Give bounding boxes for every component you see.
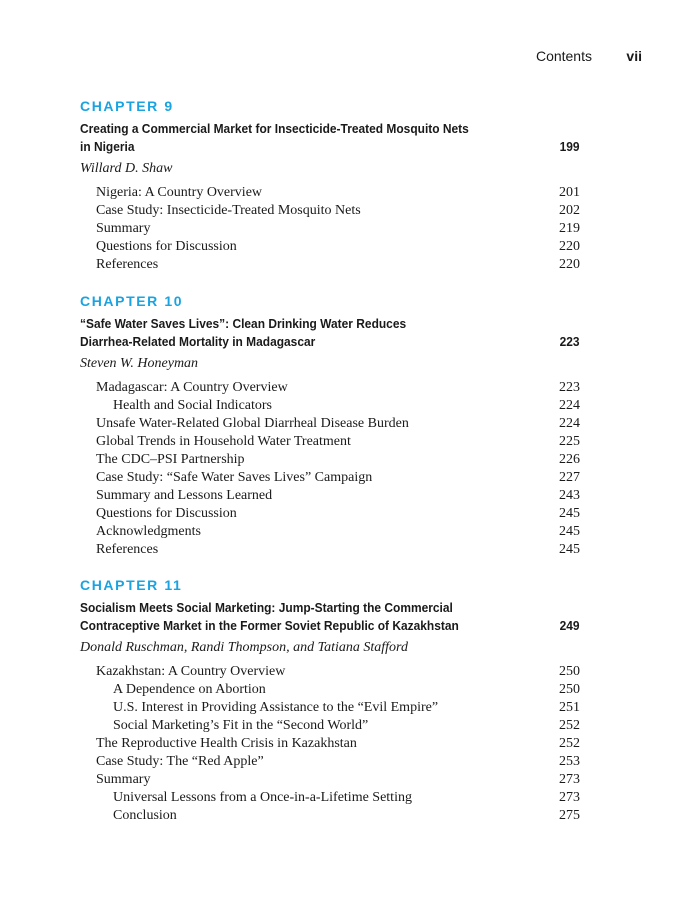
chapter-contents-list <box>80 663 580 825</box>
toc-entry[interactable] <box>80 379 580 397</box>
chapter-label: CHAPTER 9 <box>80 98 174 114</box>
toc-entry-page: 226 <box>559 452 580 467</box>
toc-entry-title: References <box>96 542 159 557</box>
toc-entry-page: 245 <box>559 506 580 521</box>
chapter-contents-list <box>80 184 580 274</box>
toc-entry-title: Questions for Discussion <box>96 506 237 521</box>
toc-entry-title: Questions for Discussion <box>96 239 237 254</box>
toc-entry-title: Universal Lessons from a Once-in-a-Lifetime Setting <box>113 790 412 805</box>
chapter-contents-list <box>80 379 580 559</box>
toc-entry-page: 220 <box>559 239 580 254</box>
toc-entry-title: Nigeria: A Country Overview <box>96 185 263 200</box>
chapter-title[interactable] <box>80 315 580 351</box>
chapter-9 <box>80 97 580 274</box>
chapter-title-line: “Safe Water Saves Lives”: Clean Drinking Water Reduces <box>80 316 407 331</box>
toc-entry[interactable] <box>80 505 580 523</box>
toc-entry[interactable] <box>80 753 580 771</box>
toc-entry[interactable] <box>80 220 580 238</box>
toc-subentry[interactable] <box>80 397 580 415</box>
toc-entry-page: 220 <box>559 257 580 272</box>
chapter-title-line: Contraceptive Market in the Former Soviet Republic of Kazakhstan <box>80 618 459 633</box>
chapter-title[interactable] <box>80 120 580 156</box>
chapter-title-line: Socialism Meets Social Marketing: Jump-Starting the Commercial <box>80 600 453 615</box>
toc-entry-page: 245 <box>559 524 580 539</box>
toc-entry-title: The Reproductive Health Crisis in Kazakhstan <box>96 736 357 751</box>
toc-subentry[interactable] <box>80 717 580 735</box>
toc-entry-page: 202 <box>559 203 580 218</box>
toc-entry[interactable] <box>80 256 580 274</box>
toc-entry[interactable] <box>80 238 580 256</box>
toc-entry-title: A Dependence on Abortion <box>113 682 266 697</box>
toc-entry-page: 253 <box>559 754 580 769</box>
toc-entry-title: Madagascar: A Country Overview <box>96 380 288 395</box>
running-head-title: Contents <box>535 48 592 64</box>
toc-entry-title: Health and Social Indicators <box>113 398 273 413</box>
toc-entry-page: 245 <box>559 542 580 557</box>
toc-entry-page: 250 <box>559 664 580 679</box>
chapter-10 <box>80 292 580 559</box>
toc-entry-title: Global Trends in Household Water Treatment <box>96 434 351 449</box>
toc-entry-title: Conclusion <box>113 808 177 823</box>
toc-entry-title: References <box>96 257 159 272</box>
toc-entry-title: Unsafe Water-Related Global Diarrheal Disease Burden <box>96 416 409 431</box>
chapter-title-line: Creating a Commercial Market for Insecticide-Treated Mosquito Nets <box>80 121 469 136</box>
toc-entry-page: 224 <box>559 416 580 431</box>
toc-entry[interactable] <box>80 771 580 789</box>
toc-entry[interactable] <box>80 663 580 681</box>
toc-entry-title: Social Marketing’s Fit in the “Second World” <box>113 718 369 733</box>
toc-entry-page: 243 <box>559 488 580 503</box>
chapter-11 <box>80 576 580 825</box>
toc-entry[interactable] <box>80 541 580 559</box>
toc-entry-page: 252 <box>559 718 580 733</box>
chapter-page-number: 199 <box>559 139 580 154</box>
chapter-page-number: 223 <box>559 334 580 349</box>
toc-entry[interactable] <box>80 451 580 469</box>
toc-entry-title: Case Study: The “Red Apple” <box>96 754 264 769</box>
toc-subentry[interactable] <box>80 681 580 699</box>
toc-entry-title: Summary <box>96 772 151 787</box>
chapter-author: Willard D. Shaw <box>80 161 173 176</box>
toc-entry-page: 201 <box>559 185 580 200</box>
chapter-author: Steven W. Honeyman <box>80 356 199 371</box>
toc-entry-title: Summary <box>96 221 151 236</box>
toc-entry-title: Case Study: Insecticide-Treated Mosquito Nets <box>96 203 361 218</box>
toc-entry-page: 227 <box>559 470 580 485</box>
toc-entry[interactable] <box>80 523 580 541</box>
toc-entry[interactable] <box>80 487 580 505</box>
toc-entry-title: Case Study: “Safe Water Saves Lives” Campaign <box>96 470 373 485</box>
toc-entry-title: The CDC–PSI Partnership <box>96 452 245 467</box>
toc-subentry[interactable] <box>80 699 580 717</box>
toc-entry-title: Acknowledgments <box>96 524 201 539</box>
chapter-author: Donald Ruschman, Randi Thompson, and Tatiana Stafford <box>80 640 408 655</box>
toc-subentry[interactable] <box>80 807 580 825</box>
toc-entry-page: 225 <box>559 434 580 449</box>
toc-entry-page: 219 <box>559 221 580 236</box>
toc-entry-page: 223 <box>559 380 580 395</box>
toc-entry-page: 275 <box>559 808 580 823</box>
chapter-label: CHAPTER 11 <box>80 577 183 593</box>
chapter-title-line: in Nigeria <box>80 139 135 154</box>
toc-entry-title: U.S. Interest in Providing Assistance to the “Evil Empire” <box>113 700 439 715</box>
toc-entry[interactable] <box>80 469 580 487</box>
toc-entry-title: Summary and Lessons Learned <box>96 488 273 503</box>
toc-subentry[interactable] <box>80 789 580 807</box>
toc-entry[interactable] <box>80 202 580 220</box>
running-head <box>0 48 699 66</box>
chapter-page-number: 249 <box>559 618 580 633</box>
toc-entry-page: 250 <box>559 682 580 697</box>
toc-entry-title: Kazakhstan: A Country Overview <box>96 664 286 679</box>
chapter-label: CHAPTER 10 <box>80 293 184 309</box>
toc-entry-page: 252 <box>559 736 580 751</box>
toc-entry-page: 251 <box>559 700 580 715</box>
toc-entry-page: 273 <box>559 790 580 805</box>
toc-entry[interactable] <box>80 184 580 202</box>
chapter-title[interactable] <box>80 599 580 635</box>
chapter-title-line: Diarrhea-Related Mortality in Madagascar <box>80 334 316 349</box>
running-head-page-number: vii <box>626 48 642 64</box>
toc-entry-page: 224 <box>559 398 580 413</box>
toc-entry[interactable] <box>80 433 580 451</box>
toc-entry[interactable] <box>80 735 580 753</box>
toc-entry-page: 273 <box>559 772 580 787</box>
toc-entry[interactable] <box>80 415 580 433</box>
